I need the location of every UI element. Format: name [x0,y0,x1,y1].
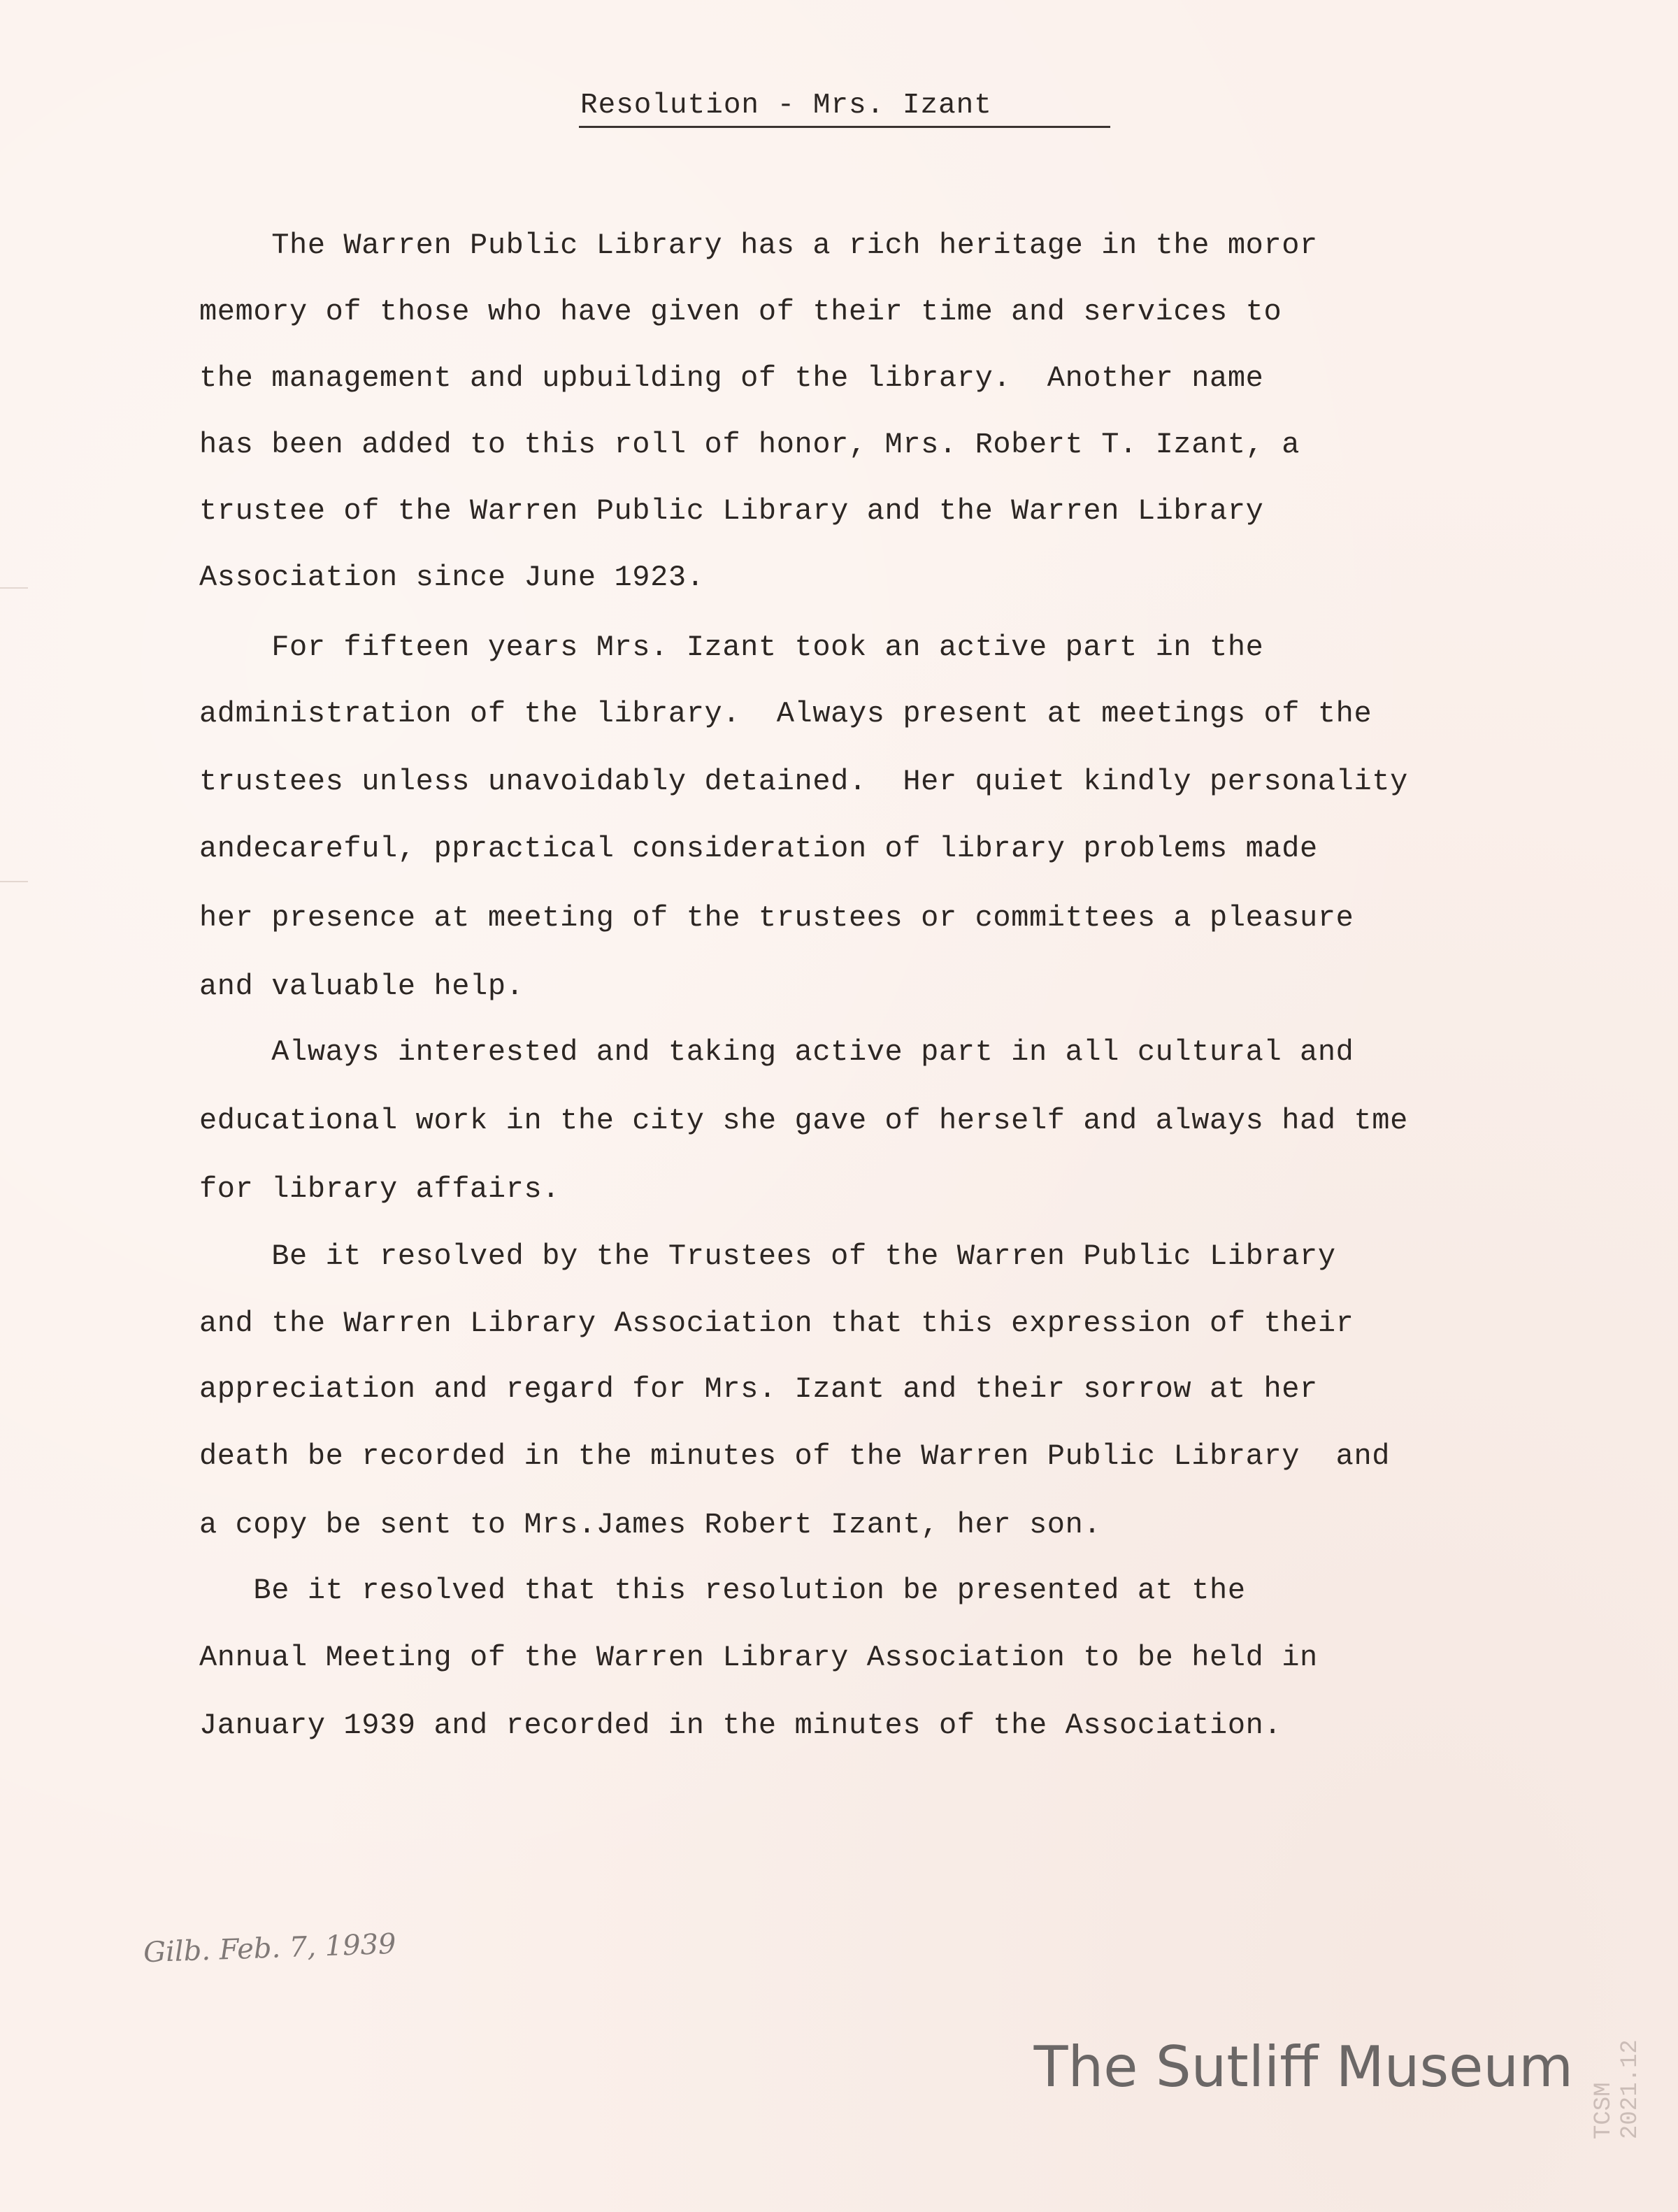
body-line: Association since June 1923. [199,561,705,594]
body-line: educational work in the city she gave of herself and always had tme [199,1104,1408,1137]
body-line: administration of the library. Always present at meetings of the [199,697,1372,731]
paper-fold-mark [0,587,28,589]
body-line: Always interested and taking active part in all cultural and [199,1035,1354,1069]
body-line: her presence at meeting of the trustees or committees a pleasure [199,901,1354,935]
paper-fold-mark [0,881,28,882]
body-line: Annual Meeting of the Warren Library Association to be held in [199,1641,1318,1674]
title-underline [579,126,1110,128]
handwritten-date-note: Gilb. Feb. 7, 1939 [143,1927,397,1969]
body-line: a copy be sent to Mrs.James Robert Izant, her son. [199,1508,1102,1542]
body-line: and the Warren Library Association that this expression of their [199,1307,1354,1340]
body-line: memory of those who have given of their time and services to [199,295,1282,329]
body-line: has been added to this roll of honor, Mrs. Robert T. Izant, a [199,428,1300,461]
museum-watermark: The Sutliff Museum [1033,2034,1573,2099]
body-line: January 1939 and recorded in the minutes of the Association. [199,1709,1282,1742]
body-line: Be it resolved that this resolution be presented at the [199,1574,1246,1607]
body-line: and valuable help. [199,970,524,1003]
accession-stamp: TCSM 2021.12 [1591,2039,1644,2139]
body-line: trustee of the Warren Public Library and the Warren Library [199,494,1264,528]
body-line: The Warren Public Library has a rich heritage in the moror [199,229,1318,262]
body-line: the management and upbuilding of the library. Another name [199,361,1264,395]
document-title: Resolution - Mrs. Izant [580,89,992,122]
body-line: andecareful, ppractical consideration of library problems made [199,832,1318,866]
body-line: for library affairs. [199,1172,561,1206]
body-line: appreciation and regard for Mrs. Izant and their sorrow at her [199,1372,1318,1406]
body-line: trustees unless unavoidably detained. Her quiet kindly personality [199,765,1408,798]
body-line: Be it resolved by the Trustees of the Warren Public Library [199,1240,1336,1273]
body-line: death be recorded in the minutes of the Warren Public Library and [199,1439,1391,1473]
body-line: For fifteen years Mrs. Izant took an active part in the [199,631,1264,664]
